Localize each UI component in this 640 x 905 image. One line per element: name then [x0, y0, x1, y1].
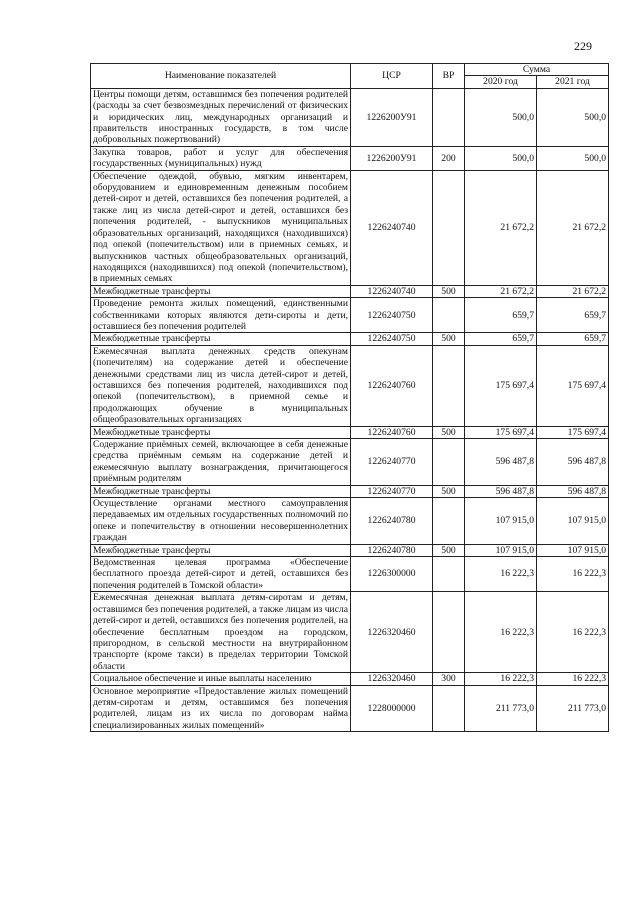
row-name-cell: Проведение ремонта жилых помещений, единственными собственниками которых являются дети-сироты и дети, оставшиеся без попечения родителей [91, 298, 351, 333]
row-csr-cell: 1226240760 [351, 345, 433, 426]
row-sum-2020-cell: 659,7 [465, 298, 537, 333]
row-sum-2021-cell: 21 672,2 [537, 170, 609, 285]
row-name-cell: Ежемесячная выплата денежных средств опекунам (попечителям) на содержание детей и обеспечение денежными средствами лиц из числа детей-сирот и детей, оставшихся без попечения родителей, находившихся под опекой (попечительством), в приемной семье и продолжающих обучение в муниципальных общеобразовательных организациях [91, 345, 351, 426]
row-vr-cell [433, 498, 465, 545]
row-vr-cell: 500 [433, 544, 465, 556]
header-year-2020: 2020 год [465, 76, 537, 88]
row-csr-cell: 1226240760 [351, 426, 433, 438]
row-csr-cell: 1226240770 [351, 439, 433, 486]
row-sum-2020-cell: 500,0 [465, 88, 537, 146]
table-row [91, 685, 609, 732]
table-row [91, 498, 609, 545]
row-csr-cell: 1226300000 [351, 557, 433, 592]
table-row [91, 439, 609, 486]
row-vr-cell: 300 [433, 673, 465, 685]
row-name-cell: Ведомственная целевая программа «Обеспечение бесплатного проезда детей-сирот и детей, оставшихся без попечения родителей в Томской области» [91, 557, 351, 592]
row-sum-2020-cell: 107 915,0 [465, 544, 537, 556]
row-sum-2021-cell: 16 222,3 [537, 557, 609, 592]
table-row [91, 426, 609, 438]
row-vr-cell: 200 [433, 146, 465, 170]
row-csr-cell: 1226320460 [351, 592, 433, 673]
row-vr-cell [433, 685, 465, 732]
row-sum-2021-cell: 500,0 [537, 146, 609, 170]
row-sum-2021-cell: 107 915,0 [537, 498, 609, 545]
row-csr-cell: 1226240750 [351, 333, 433, 345]
row-name-cell: Основное мероприятие «Предоставление жилых помещений детям-сиротам и детям, оставшимся без попечения родителей, лицам из их числа по договорам найма специализированных жилых помещений» [91, 685, 351, 732]
table-row [91, 345, 609, 426]
table-row [91, 557, 609, 592]
row-name-cell: Межбюджетные трансферты [91, 485, 351, 497]
row-sum-2020-cell: 16 222,3 [465, 673, 537, 685]
row-sum-2020-cell: 107 915,0 [465, 498, 537, 545]
table-row [91, 333, 609, 345]
row-vr-cell: 500 [433, 333, 465, 345]
row-sum-2021-cell: 659,7 [537, 333, 609, 345]
row-sum-2020-cell: 16 222,3 [465, 557, 537, 592]
row-vr-cell [433, 88, 465, 146]
header-year-2021: 2021 год [537, 76, 609, 88]
row-vr-cell [433, 170, 465, 285]
row-sum-2021-cell: 596 487,8 [537, 439, 609, 486]
row-vr-cell [433, 439, 465, 486]
row-csr-cell: 1226240780 [351, 544, 433, 556]
row-csr-cell: 1226200У91 [351, 88, 433, 146]
row-sum-2020-cell: 175 697,4 [465, 426, 537, 438]
row-sum-2020-cell: 500,0 [465, 146, 537, 170]
row-name-cell: Обеспечение одеждой, обувью, мягким инвентарем, оборудованием и единовременным денежным пособием детей-сирот и детей, оставшихся без попечения родителей, а также лиц из числа детей-сирот и детей, оставшихся без попечения родителей, - выпускников муниципальных образовательных организаций, находящихся (находившихся) под опекой (попечительством) или в приемных семьях, и выпускников частных общеобразовательных организаций, находящихся (находившихся) под опекой (попечительством), в приемных семьях [91, 170, 351, 285]
row-name-cell: Межбюджетные трансферты [91, 285, 351, 297]
row-sum-2020-cell: 16 222,3 [465, 592, 537, 673]
row-csr-cell: 1226240780 [351, 498, 433, 545]
row-csr-cell: 1226240770 [351, 485, 433, 497]
row-sum-2021-cell: 107 915,0 [537, 544, 609, 556]
row-sum-2021-cell: 500,0 [537, 88, 609, 146]
row-name-cell: Ежемесячная денежная выплата детям-сиротам и детям, оставшимся без попечения родителей, а также лицам из числа детей-сирот и детей, оставшихся без попечения родителей, на обеспечение бесплатным проездом на городском, пригородном, в сельской местности на внутрирайонном транспорте (кроме такси) в пределах территории Томской области [91, 592, 351, 673]
row-name-cell: Межбюджетные трансферты [91, 426, 351, 438]
table-row [91, 485, 609, 497]
row-vr-cell [433, 345, 465, 426]
row-sum-2021-cell: 21 672,2 [537, 285, 609, 297]
table-row [91, 170, 609, 285]
table-row [91, 592, 609, 673]
table-row [91, 298, 609, 333]
table-row [91, 146, 609, 170]
row-sum-2020-cell: 659,7 [465, 333, 537, 345]
row-sum-2021-cell: 211 773,0 [537, 685, 609, 732]
row-csr-cell: 1226200У91 [351, 146, 433, 170]
row-vr-cell [433, 298, 465, 333]
table-row [91, 673, 609, 685]
row-sum-2021-cell: 596 487,8 [537, 485, 609, 497]
row-sum-2021-cell: 175 697,4 [537, 426, 609, 438]
header-sum: Сумма [465, 64, 609, 76]
row-name-cell: Осуществление органами местного самоуправления передаваемых им отдельных государственных полномочий по опеке и попечительству в отношении несовершеннолетних граждан [91, 498, 351, 545]
row-name-cell: Межбюджетные трансферты [91, 333, 351, 345]
table-row [91, 88, 609, 146]
row-sum-2020-cell: 175 697,4 [465, 345, 537, 426]
header-csr: ЦСР [351, 64, 433, 89]
row-sum-2020-cell: 21 672,2 [465, 285, 537, 297]
row-vr-cell: 500 [433, 285, 465, 297]
table-body [91, 88, 609, 731]
row-sum-2021-cell: 659,7 [537, 298, 609, 333]
row-sum-2021-cell: 175 697,4 [537, 345, 609, 426]
row-name-cell: Социальное обеспечение и иные выплаты населению [91, 673, 351, 685]
row-name-cell: Закупка товаров, работ и услуг для обеспечения государственных (муниципальных) нужд [91, 146, 351, 170]
row-sum-2020-cell: 21 672,2 [465, 170, 537, 285]
row-csr-cell: 1226240750 [351, 298, 433, 333]
row-name-cell: Содержание приёмных семей, включающее в себя денежные средства приёмным семьям на содержание детей и ежемесячную выплату вознаграждения, причитающегося приёмным родителям [91, 439, 351, 486]
row-sum-2020-cell: 211 773,0 [465, 685, 537, 732]
row-sum-2021-cell: 16 222,3 [537, 592, 609, 673]
row-csr-cell: 1226320460 [351, 673, 433, 685]
row-name-cell: Центры помощи детям, оставшимся без попечения родителей (расходы за счет безвозмездных перечислений от физических и юридических лиц, международных организаций и правительств иностранных государств, в том числе добровольных пожертвований) [91, 88, 351, 146]
row-vr-cell: 500 [433, 426, 465, 438]
table-row [91, 285, 609, 297]
row-name-cell: Межбюджетные трансферты [91, 544, 351, 556]
row-vr-cell [433, 557, 465, 592]
row-sum-2021-cell: 16 222,3 [537, 673, 609, 685]
row-vr-cell: 500 [433, 485, 465, 497]
row-csr-cell: 1226240740 [351, 170, 433, 285]
page-number: 229 [574, 39, 592, 53]
row-sum-2020-cell: 596 487,8 [465, 485, 537, 497]
row-csr-cell: 1226240740 [351, 285, 433, 297]
header-name: Наименование показателей [91, 64, 351, 89]
header-vr: ВР [433, 64, 465, 89]
row-vr-cell [433, 592, 465, 673]
header-row [91, 64, 609, 76]
row-csr-cell: 1228000000 [351, 685, 433, 732]
row-sum-2020-cell: 596 487,8 [465, 439, 537, 486]
table-row [91, 544, 609, 556]
budget-table [90, 63, 609, 732]
